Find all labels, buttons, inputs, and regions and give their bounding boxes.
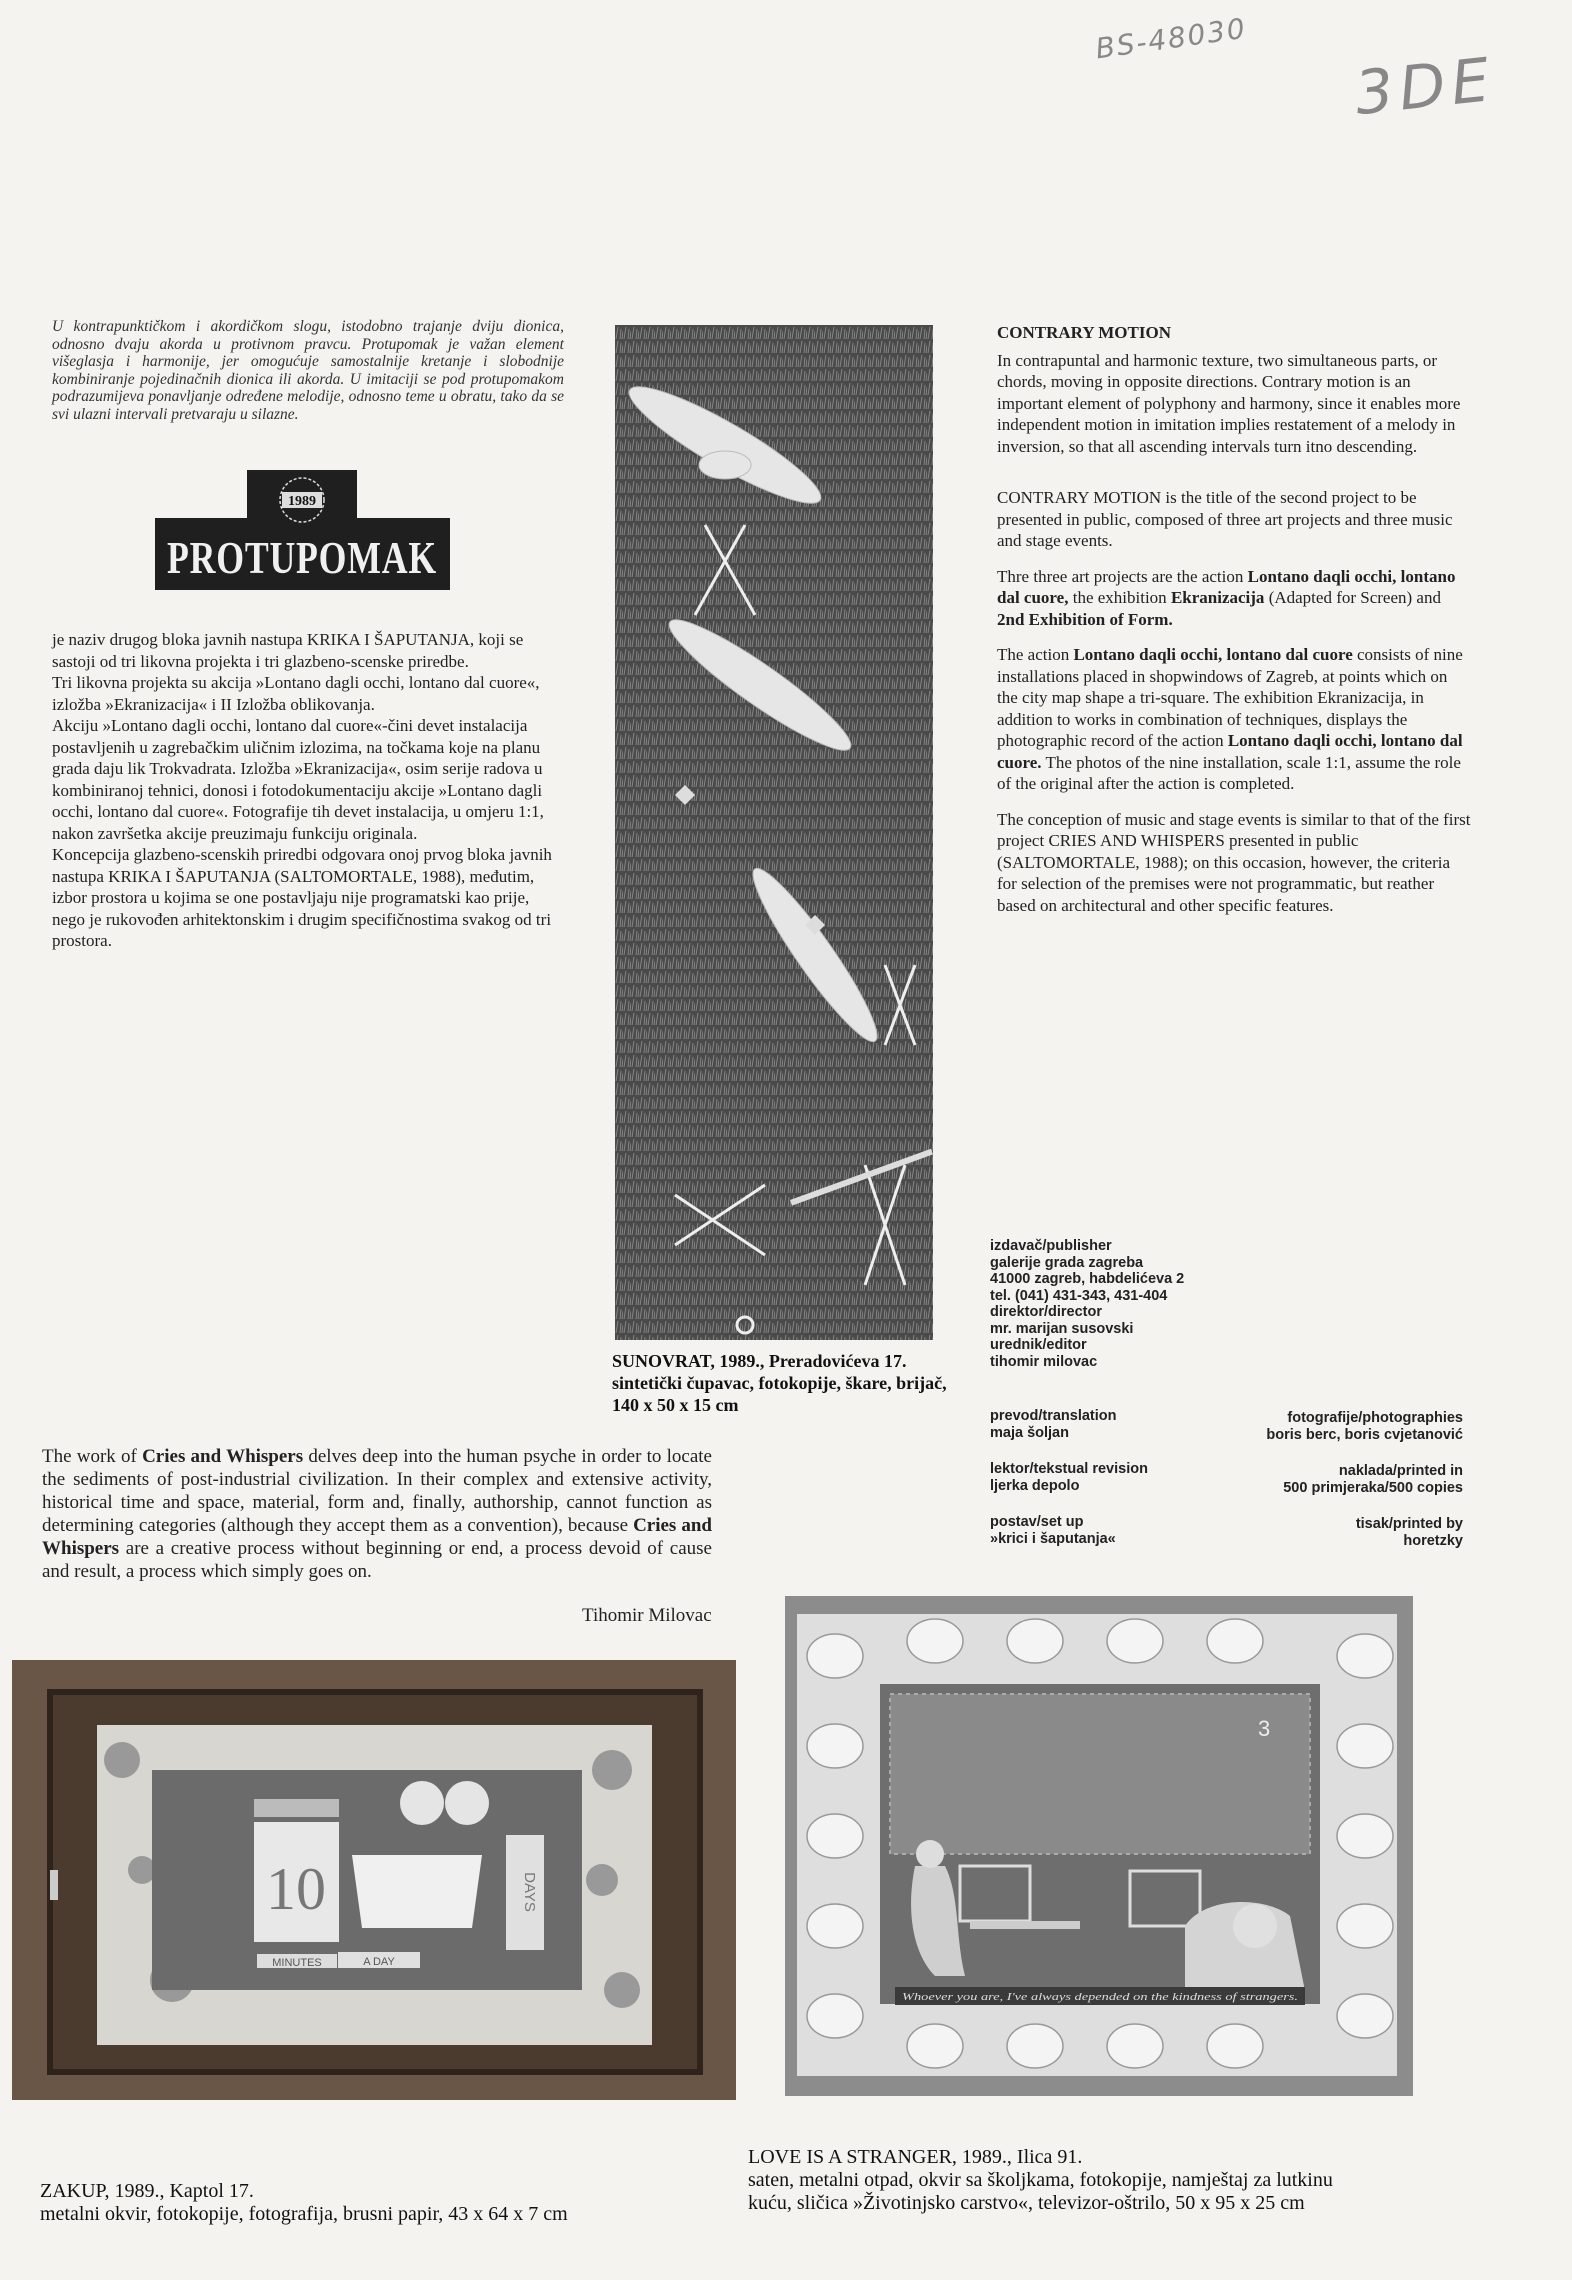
love-caption-materials-cont: kuću, sličica »Životinjsko carstvo«, televizor-oštrilo, 50 x 95 x 25 cm	[748, 2192, 1305, 2214]
zakup-photo	[12, 1660, 736, 2100]
body-en-p4: The action Lontano daqli occhi, lontano dal cuore consists of nine installations placed in shopwindows of Zagreb, at points which on the city map shape a tri-square. The exhibition Ekranizacija, in addition to works in combination of techniques, displays the photographic record of the action Lontano daqli occhi, lontano dal cuore. The photos of the nine installation, scale 1:1, assume the role of the original after the action is completed.	[997, 645, 1463, 793]
imprint-photographs	[1200, 1410, 1463, 1443]
imprint-setup	[990, 1514, 1116, 1547]
tile-number: 10	[266, 1856, 326, 1922]
imprint-line: 500 primjeraka/500 copies	[1283, 1479, 1463, 1496]
imprint-line: fotografije/photographies	[1287, 1410, 1463, 1426]
handwritten-mark: 3DE	[1351, 44, 1499, 130]
imprint-line: 41000 zagreb, habdelićeva 2	[990, 1271, 1185, 1287]
body-en-p2: CONTRARY MOTION is the title of the second project to be presented in public, composed of three art projects and three music and stage events.	[997, 488, 1453, 550]
archive-code-annotation: BS-48030	[1093, 11, 1249, 66]
imprint-line: galerije grada zagreba	[990, 1254, 1144, 1271]
logo-year: 1989	[288, 494, 316, 509]
contrary-motion-heading: CONTRARY MOTION	[997, 323, 1171, 342]
body-en-p5: The conception of music and stage events is similar to that of the first project CRIES AND WHISPERS presented in public (SALTOMORTALE, 1988); on this occasion, however, the criteria for selection of the premises were not programmatic, but reather based on architectural and other specific features.	[997, 809, 1471, 915]
body-hr-p1: je naziv drugog bloka javnih nastupa KRIKA I ŠAPUTANJA, koji se sastoji od tri likovna projekta i tri glazbeno-scenske priredbe.	[52, 630, 524, 671]
imprint-line: mr. marijan susovski	[990, 1320, 1134, 1337]
imprint-line: tihomir milovac	[990, 1353, 1098, 1370]
imprint-line: izdavač/publisher	[990, 1238, 1112, 1254]
sunovrat-caption	[612, 1350, 952, 1416]
tile-side-text: DAYS	[521, 1872, 538, 1912]
quote-signature: Tihomir Milovac	[582, 1605, 712, 1626]
love-caption-materials: saten, metalni otpad, okvir sa školjkama, fotokopije, namještaj za lutkinu	[748, 2169, 1333, 2191]
body-hr-p2: Tri likovna projekta su akcija »Lontano dagli occhi, lontano dal cuore«, izložba »Ekranizacija« i II Izložba oblikovanja.	[52, 673, 540, 714]
milovac-quote: The work of Cries and Whispers delves deep into the human psyche in order to locate the sediments of post-industrial civilization. In their complex and extensive activity, historical time and space, material, form and, finally, authorship, cannot function as determining categories (although they accept them as a convention), because Cries and Whispers are a creative process without beginning or end, a process devoid of cause and result, a process which simply goes on.	[42, 1446, 712, 1582]
love-is-a-stranger-photo	[785, 1596, 1413, 2096]
love-is-a-stranger-caption	[748, 2146, 1548, 2215]
imprint-line: tel. (041) 431-343, 431-404	[990, 1287, 1168, 1304]
minutes-label: MINUTES	[272, 1957, 322, 1969]
imprint-line: direktor/director	[990, 1304, 1102, 1320]
zakup-caption-materials: metalni okvir, fotokopije, fotografija, brusni papir, 43 x 64 x 7 cm	[40, 2203, 568, 2225]
sunovrat-caption-title: SUNOVRAT, 1989., Preradovićeva 17.	[612, 1351, 907, 1371]
body-en-p1: In contrapuntal and harmonic texture, two simultaneous parts, or chords, moving in opposite directions. Contrary motion is an important element of polyphony and harmony, since it enables more independent motion in imitation implies restatement of a melody in inversion, so that all ascending intervals turn itno descending.	[997, 350, 1461, 456]
intro-definition-hr: U kontrapunktičkom i akordičkom slogu, istodobno trajanje dviju dionica, odnosno dvaju akorda u protivnom pravcu. Protupomak je važan element višeglasja i harmonije, jer omogućuje samostalnije kretanje i slobodnije kombiniranje pojedinačnih dionica ili akorda. U imitaciji se pod protupomakom podrazumijeva ponavljanje određene melodije, odnosno teme u obratu, tako da se svi ulazni intervali pretvaraju u silazne.	[52, 318, 564, 423]
imprint-line: prevod/translation	[990, 1408, 1117, 1424]
love-caption-title: LOVE IS A STRANGER, 1989., Ilica 91.	[748, 2146, 1083, 2168]
imprint-line: lektor/tekstual revision	[990, 1461, 1148, 1477]
logo-title: PROTUPOMAK	[167, 532, 437, 583]
body-hr-p4: Koncepcija glazbeno-scenskih priredbi odgovara onoj prvog bloka javnih nastupa KRIKA I ŠAPUTANJA (SALTOMORTALE, 1988), međutim, izbor prostora u kojima se one postavljaju nije programatski kao prije, nego je rukovođen arhitektonskim i drugim specifičnostima svakog od tri prostora.	[52, 845, 552, 950]
photo-number: 3	[1258, 1716, 1271, 1741]
sunovrat-photo	[615, 325, 933, 1340]
imprint-line: maja šoljan	[990, 1424, 1069, 1441]
imprint-line: »krici i šaputanja«	[990, 1530, 1116, 1547]
imprint-edition	[1200, 1463, 1463, 1496]
a-day-label: A DAY	[363, 1956, 395, 1968]
body-hr-p3: Akciju »Lontano dagli occhi, lontano dal cuore«-čini devet instalacija postavljenih u zagrebačkim uličnim izlozima, na točkama koje na planu grada daju lik Trokvadrata. Izložba »Ekranizacija«, osim serije radova u kombiniranoj tehnici, donosi i fotodokumentaciju akcije »Lontano dagli occhi, lontano dal cuore«. Fotografije tih devet instalacija, u omjeru 1:1, nakon završetka akcije preuzimaju funkciju originala.	[52, 716, 544, 843]
sunovrat-caption-dimensions: 140 x 50 x 15 cm	[612, 1395, 739, 1415]
protupomak-logo	[155, 470, 450, 590]
imprint-line: urednik/editor	[990, 1337, 1087, 1353]
body-en	[997, 322, 1472, 930]
imprint-line: postav/set up	[990, 1514, 1084, 1530]
photo-banner: Whoever you are, I've always depended on the kindness of strangers.	[902, 1991, 1298, 2003]
imprint-translation	[990, 1408, 1117, 1441]
sunovrat-caption-materials: sintetički čupavac, fotokopije, škare, brijač,	[612, 1373, 947, 1393]
imprint-printer	[1200, 1516, 1463, 1549]
body-hr	[52, 629, 564, 952]
imprint-publisher	[990, 1238, 1250, 1370]
imprint-line: boris berc, boris cvjetanović	[1266, 1426, 1463, 1443]
body-en-p3: Thre three art projects are the action Lontano daqli occhi, lontano dal cuore, the exhibition Ekranizacija (Adapted for Screen) and 2nd Exhibition of Form.	[997, 566, 1456, 629]
imprint-line: naklada/printed in	[1338, 1463, 1463, 1479]
zakup-caption-title: ZAKUP, 1989., Kaptol 17.	[40, 2180, 254, 2202]
imprint-revision	[990, 1461, 1148, 1494]
imprint-line: ljerka depolo	[990, 1477, 1080, 1494]
imprint-line: horetzky	[1403, 1532, 1463, 1549]
imprint-line: tisak/printed by	[1355, 1516, 1463, 1532]
zakup-caption	[40, 2180, 740, 2226]
